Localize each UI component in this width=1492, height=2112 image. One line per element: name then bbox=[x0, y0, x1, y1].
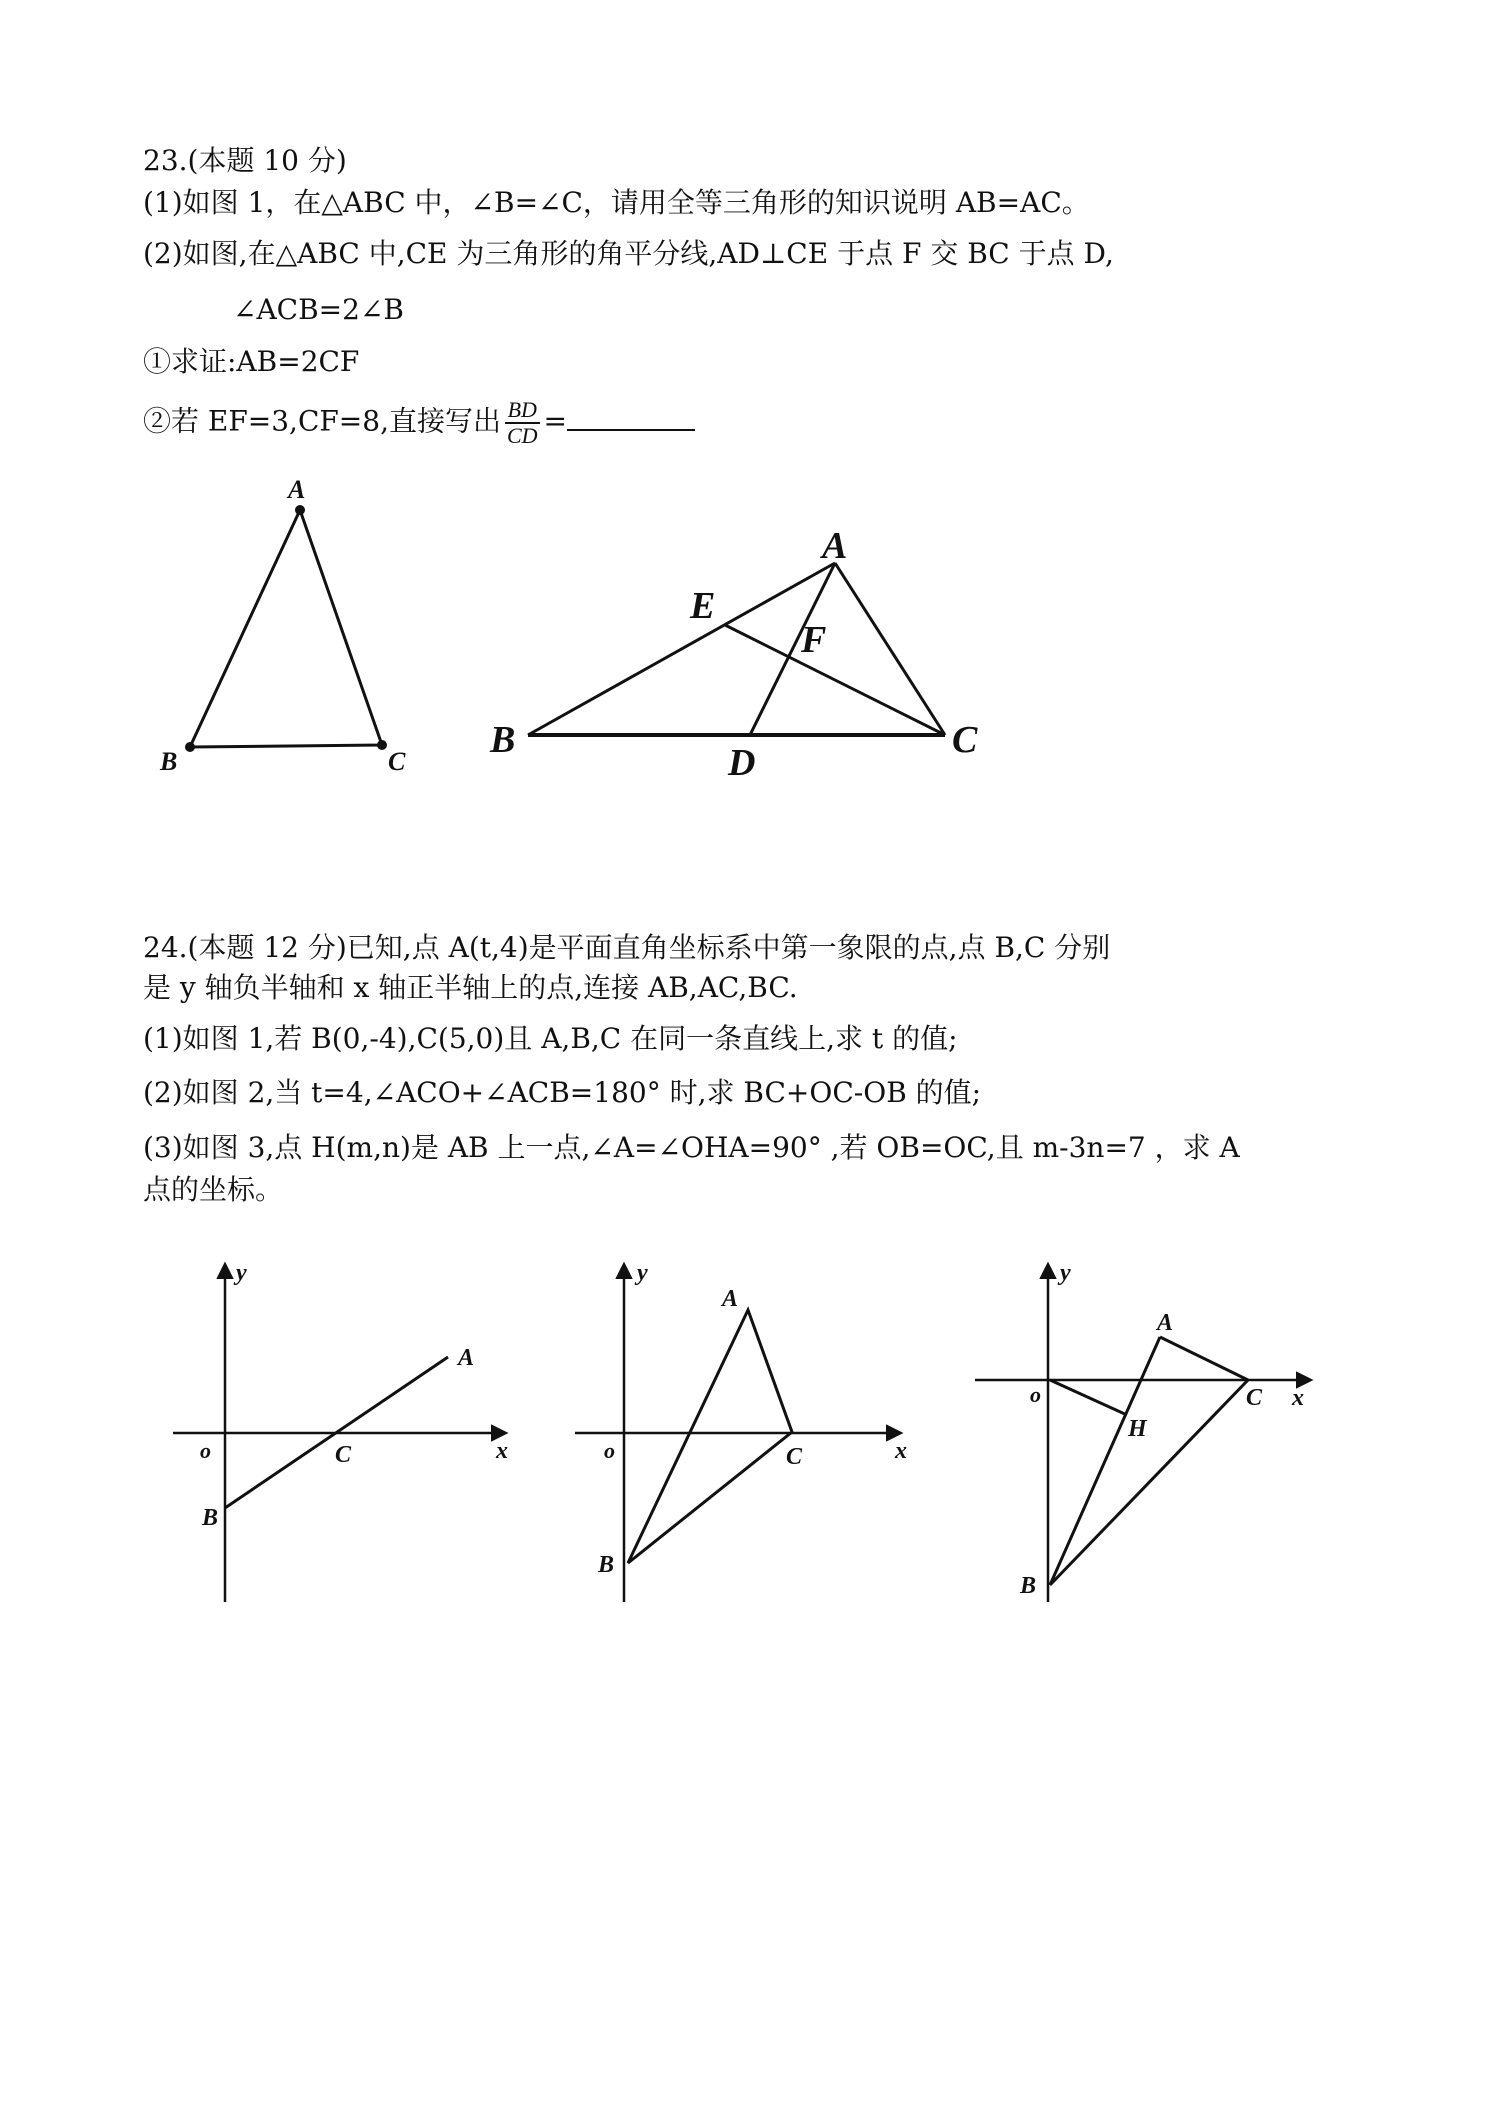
label-e: E bbox=[690, 585, 716, 627]
label-c: C bbox=[952, 719, 978, 761]
equals-sign: = bbox=[543, 404, 568, 438]
label-x: x bbox=[1292, 1385, 1304, 1411]
label-c: C bbox=[335, 1442, 352, 1468]
label-b: B bbox=[1020, 1573, 1037, 1599]
label-d: D bbox=[728, 742, 756, 784]
label-origin: o bbox=[1030, 1382, 1041, 1407]
q23-subpart1: ①求证:AB=2CF bbox=[143, 345, 360, 378]
q24-header-line1: 24.(本题 12 分)已知,点 A(t,4)是平面直角坐标系中第一象限的点,点 B,C 分别 bbox=[143, 931, 1111, 964]
q23-part2-condition: ∠ACB=2∠B bbox=[233, 293, 404, 326]
q24-part1: (1)如图 1,若 B(0,-4),C(5,0)且 A,B,C 在同一条直线上,求 t 的值; bbox=[143, 1022, 958, 1055]
label-a: A bbox=[288, 475, 306, 504]
label-c: C bbox=[388, 747, 406, 776]
label-c: C bbox=[1246, 1385, 1263, 1411]
fraction-numerator: BD bbox=[505, 398, 540, 424]
label-origin: o bbox=[604, 1438, 615, 1463]
segment-bc bbox=[1050, 1380, 1248, 1585]
label-origin: o bbox=[200, 1438, 211, 1463]
q24-header-line2: 是 y 轴负半轴和 x 轴正半轴上的点,连接 AB,AC,BC. bbox=[143, 971, 798, 1004]
label-a: A bbox=[722, 1286, 739, 1312]
label-b: B bbox=[160, 747, 178, 776]
q23-part1: (1)如图 1，在△ABC 中，∠B=∠C，请用全等三角形的知识说明 AB=AC。 bbox=[143, 186, 1090, 219]
label-c: C bbox=[786, 1444, 803, 1470]
label-a: A bbox=[1157, 1310, 1174, 1336]
label-a: A bbox=[822, 525, 848, 567]
fraction-denominator: CD bbox=[506, 423, 538, 448]
label-b: B bbox=[598, 1552, 615, 1578]
label-a: A bbox=[458, 1345, 475, 1371]
label-x: x bbox=[895, 1438, 907, 1464]
label-b: B bbox=[202, 1505, 219, 1531]
q23-subpart2-prefix: ②若 EF=3,CF=8,直接写出 bbox=[143, 404, 501, 438]
q24-part3-line2: 点的坐标。 bbox=[143, 1173, 284, 1206]
q23-header: 23.(本题 10 分) bbox=[143, 144, 347, 177]
q24-part3-line1: (3)如图 3,点 H(m,n)是 AB 上一点,∠A=∠OHA=90° ,若 OB=OC,且 m-3n=7 ，求 A bbox=[143, 1131, 1240, 1164]
label-y: y bbox=[236, 1260, 247, 1286]
label-f: F bbox=[801, 619, 827, 661]
label-h: H bbox=[1128, 1416, 1147, 1442]
segment-ac bbox=[1160, 1337, 1248, 1380]
q24-part2: (2)如图 2,当 t=4,∠ACO+∠ACB=180° 时,求 BC+OC-OB 的值; bbox=[143, 1076, 982, 1109]
label-b: B bbox=[490, 719, 516, 761]
label-y: y bbox=[637, 1260, 648, 1286]
label-y: y bbox=[1060, 1260, 1071, 1286]
q23-part2: (2)如图,在△ABC 中,CE 为三角形的角平分线,AD⊥CE 于点 F 交 BC 于点 D, bbox=[143, 237, 1114, 270]
segment-ba bbox=[1050, 1337, 1160, 1585]
segment-oh bbox=[1050, 1380, 1127, 1415]
label-x: x bbox=[496, 1438, 508, 1464]
